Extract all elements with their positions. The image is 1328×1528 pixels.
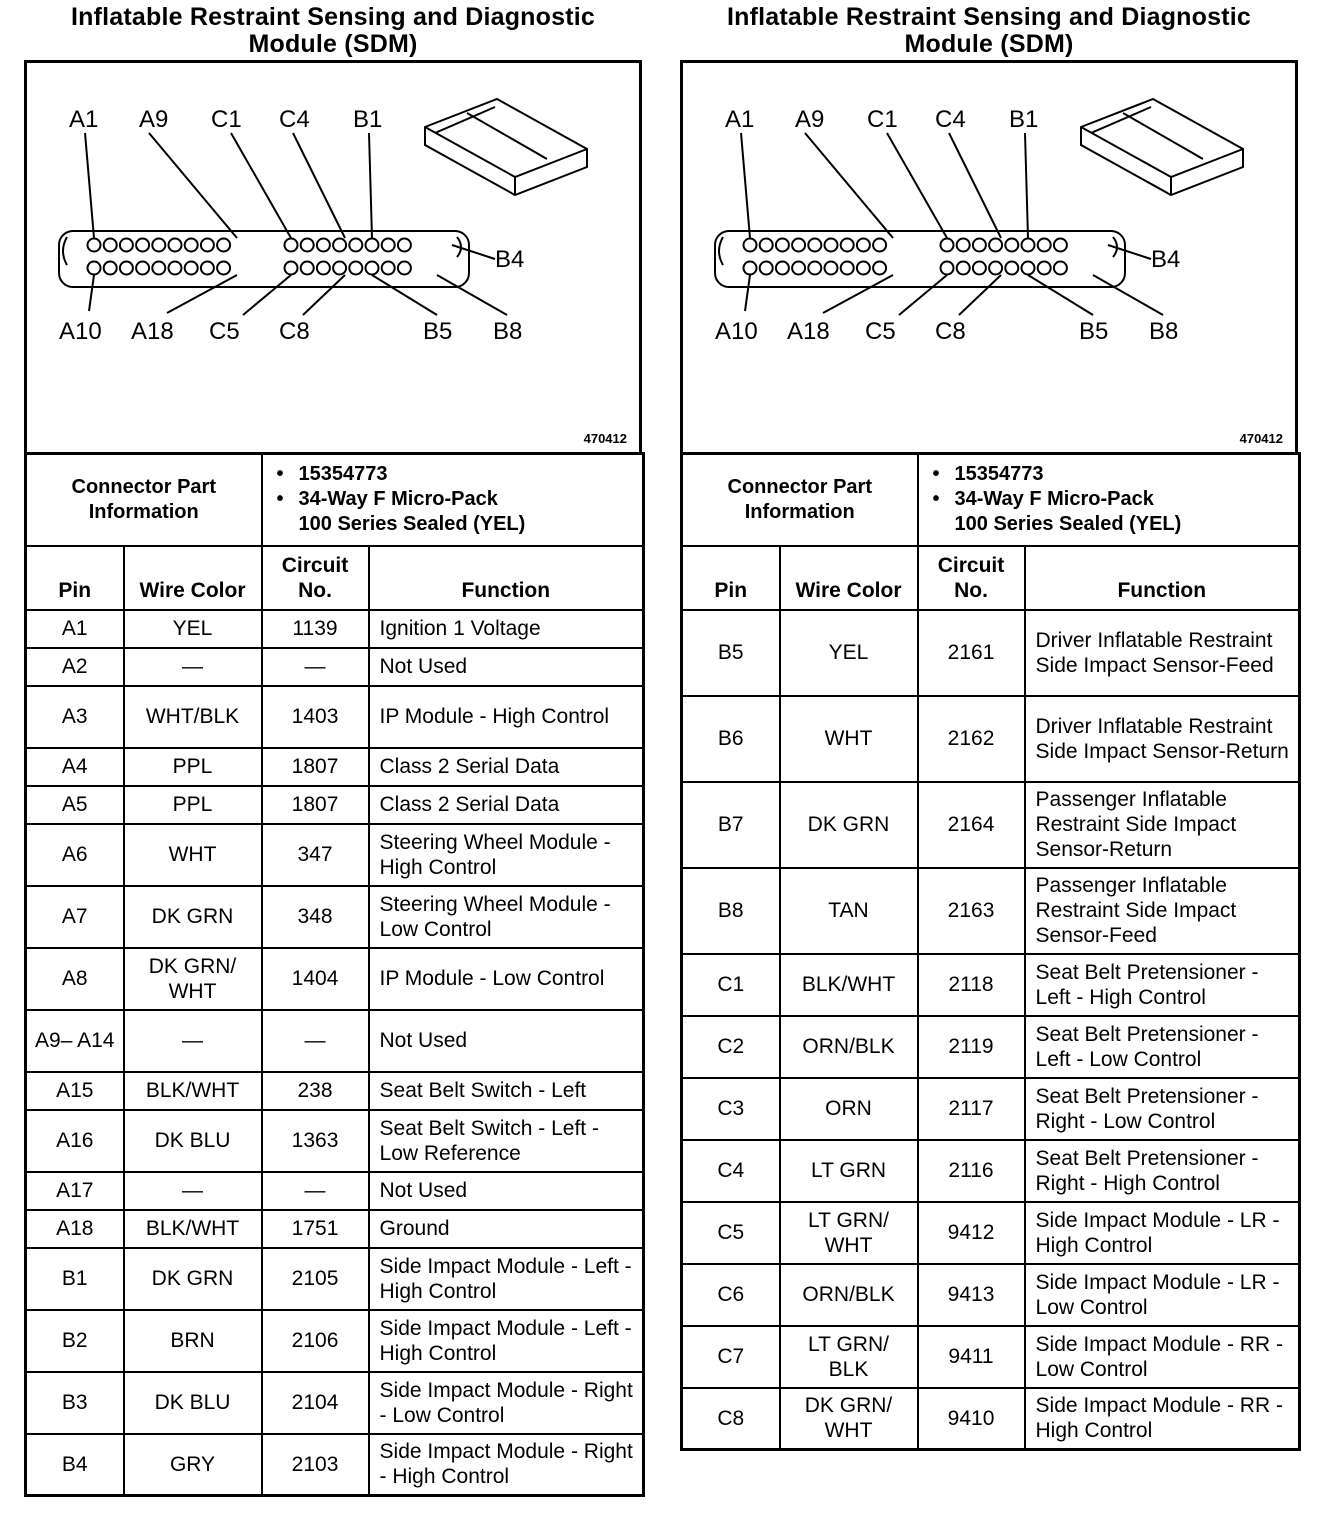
left-latch	[719, 237, 723, 265]
wire-color-cell: YEL	[780, 610, 918, 696]
pin-cell: A7	[26, 886, 124, 948]
leader-line	[823, 275, 893, 313]
pin-hole	[301, 262, 314, 275]
pin-hole	[1022, 262, 1035, 275]
wire-color-cell: PPL	[124, 748, 262, 786]
pin-label-a1: A1	[69, 106, 99, 133]
connector-info	[262, 454, 644, 546]
function-cell: Not Used	[369, 648, 644, 686]
pin-hole	[398, 239, 411, 252]
table-row	[682, 610, 1300, 696]
table-row	[26, 1434, 644, 1496]
wire-color-cell: GRY	[124, 1434, 262, 1496]
wire-color-cell: DK GRN	[124, 1248, 262, 1310]
circuit-cell: 1139	[262, 610, 369, 648]
pin-label-b8: B8	[1149, 318, 1179, 345]
pin-cell: C5	[682, 1202, 780, 1264]
right-connector-panel	[680, 0, 1298, 1451]
wire-color-cell: LT GRN	[780, 1140, 918, 1202]
connector-type: • 34-Way F Micro-Pack	[955, 487, 1289, 512]
table-row	[682, 1016, 1300, 1078]
connector-face-drawing	[683, 63, 1295, 449]
wire-color-cell: LT GRN/ WHT	[780, 1202, 918, 1264]
pin-label-b5: B5	[423, 318, 453, 345]
pin-cell: C3	[682, 1078, 780, 1140]
pin-hole	[398, 262, 411, 275]
pin-label-a18: A18	[787, 318, 830, 345]
wire-color-cell: TAN	[780, 868, 918, 954]
pin-hole	[841, 262, 854, 275]
pin-label-a1: A1	[725, 106, 755, 133]
panel-title: Inflatable Restraint Sensing and Diagnostic Module (SDM)	[727, 3, 1251, 58]
pin-hole	[1005, 239, 1018, 252]
header-pin: Pin	[26, 546, 124, 610]
circuit-cell: 1403	[262, 686, 369, 748]
circuit-cell: 9412	[918, 1202, 1025, 1264]
connector-sketch	[1081, 99, 1243, 195]
pin-cell: A1	[26, 610, 124, 648]
connector-sketch-detail	[435, 107, 547, 159]
pin-hole	[285, 239, 298, 252]
circuit-cell: 238	[262, 1072, 369, 1110]
function-cell: Seat Belt Pretensioner - Right - High Control	[1025, 1140, 1300, 1202]
wire-color-cell: DK GRN/ WHT	[780, 1388, 918, 1450]
wire-color-cell: YEL	[124, 610, 262, 648]
table-row	[26, 1310, 644, 1372]
pinout-table	[680, 452, 1301, 1451]
connector-sketch-edge	[1081, 127, 1243, 195]
table-row	[682, 696, 1300, 782]
connector-part-number: • 15354773	[299, 462, 633, 487]
pin-cell: A6	[26, 824, 124, 886]
table-row	[26, 610, 644, 648]
pin-hole	[185, 239, 198, 252]
pin-hole	[941, 239, 954, 252]
pin-cell: A2	[26, 648, 124, 686]
circuit-cell: —	[262, 648, 369, 686]
pin-hole	[857, 239, 870, 252]
wire-color-cell: DK BLU	[124, 1372, 262, 1434]
pin-label-a10: A10	[59, 318, 102, 345]
connector-sketch-detail	[1091, 107, 1203, 159]
function-cell: Side Impact Module - Left - High Control	[369, 1248, 644, 1310]
leader-line	[85, 133, 94, 238]
pin-label-c1: C1	[211, 106, 242, 133]
leader-line	[167, 275, 237, 313]
function-cell: Not Used	[369, 1172, 644, 1210]
pin-hole	[349, 262, 362, 275]
pin-label-b1: B1	[1009, 106, 1039, 133]
pin-hole	[1005, 262, 1018, 275]
header-wire-color: Wire Color	[780, 546, 918, 610]
table-row	[26, 886, 644, 948]
circuit-cell: 2105	[262, 1248, 369, 1310]
table-row	[682, 1140, 1300, 1202]
pin-hole	[989, 262, 1002, 275]
pin-hole	[825, 239, 838, 252]
pin-hole	[973, 239, 986, 252]
pin-label-b5: B5	[1079, 318, 1109, 345]
connector-part-number: • 15354773	[955, 462, 1289, 487]
pin-hole	[792, 262, 805, 275]
pin-hole	[1038, 239, 1051, 252]
pin-hole	[136, 262, 149, 275]
function-cell: Side Impact Module - RR - High Control	[1025, 1388, 1300, 1450]
pin-label-c4: C4	[935, 106, 966, 133]
leader-line	[89, 275, 94, 311]
pin-hole	[776, 239, 789, 252]
table-row	[682, 1388, 1300, 1450]
wire-color-cell: PPL	[124, 786, 262, 824]
pin-label-c5: C5	[865, 318, 896, 345]
pin-cell: B8	[682, 868, 780, 954]
pin-cell: A9– A14	[26, 1010, 124, 1072]
leader-line	[741, 133, 750, 238]
pin-cell: B5	[682, 610, 780, 696]
pin-label-c4: C4	[279, 106, 310, 133]
circuit-cell: 2103	[262, 1434, 369, 1496]
function-cell: Side Impact Module - LR - Low Control	[1025, 1264, 1300, 1326]
connector-diagram	[680, 60, 1298, 452]
pin-cell: A5	[26, 786, 124, 824]
leader-line	[369, 133, 372, 238]
circuit-cell: 1363	[262, 1110, 369, 1172]
pin-hole	[1054, 239, 1067, 252]
connector-face-drawing	[27, 63, 639, 449]
pin-hole	[366, 262, 379, 275]
pin-hole	[873, 262, 886, 275]
leader-line	[805, 133, 893, 238]
pin-cell: C8	[682, 1388, 780, 1450]
function-cell: Driver Inflatable Restraint Side Impact Sensor-Return	[1025, 696, 1300, 782]
pin-hole	[285, 262, 298, 275]
function-cell: Ignition 1 Voltage	[369, 610, 644, 648]
pin-hole	[1054, 262, 1067, 275]
pin-hole	[217, 262, 230, 275]
wire-color-cell: DK BLU	[124, 1110, 262, 1172]
leader-line	[293, 133, 345, 238]
circuit-cell: 2117	[918, 1078, 1025, 1140]
table-row	[26, 1172, 644, 1210]
pin-hole	[120, 239, 133, 252]
panel-title: Inflatable Restraint Sensing and Diagnostic Module (SDM)	[71, 3, 595, 58]
pin-label-c8: C8	[935, 318, 966, 345]
pin-hole	[301, 239, 314, 252]
pin-cell: C4	[682, 1140, 780, 1202]
leader-line	[243, 275, 291, 315]
wire-color-cell: ORN/BLK	[780, 1016, 918, 1078]
leader-line	[887, 133, 947, 238]
wire-color-cell: WHT	[124, 824, 262, 886]
table-row	[682, 1264, 1300, 1326]
function-cell: Seat Belt Pretensioner - Right - Low Control	[1025, 1078, 1300, 1140]
leader-line	[303, 275, 345, 315]
table-row	[682, 1326, 1300, 1388]
function-cell: Not Used	[369, 1010, 644, 1072]
header-function: Function	[369, 546, 644, 610]
wire-color-cell: DK GRN	[780, 782, 918, 868]
wire-color-cell: ORN/BLK	[780, 1264, 918, 1326]
pin-label-b4: B4	[495, 246, 525, 273]
pin-hole	[989, 239, 1002, 252]
pin-cell: B1	[26, 1248, 124, 1310]
pin-cell: C7	[682, 1326, 780, 1388]
pin-label-a10: A10	[715, 318, 758, 345]
wire-color-cell: WHT/BLK	[124, 686, 262, 748]
pin-cell: B4	[26, 1434, 124, 1496]
pin-hole	[841, 239, 854, 252]
table-row	[26, 1248, 644, 1310]
circuit-cell: 2161	[918, 610, 1025, 696]
table-row	[26, 824, 644, 886]
wire-color-cell: —	[124, 1172, 262, 1210]
header-wire-color: Wire Color	[124, 546, 262, 610]
function-cell: Side Impact Module - Left - High Control	[369, 1310, 644, 1372]
leader-line	[1025, 133, 1028, 238]
table-row	[26, 686, 644, 748]
connector-label: Connector Part Information	[26, 454, 262, 546]
circuit-cell: 2162	[918, 696, 1025, 782]
circuit-cell: 348	[262, 886, 369, 948]
leader-line	[149, 133, 237, 238]
circuit-cell: 2119	[918, 1016, 1025, 1078]
table-row	[26, 1072, 644, 1110]
pin-hole	[382, 262, 395, 275]
circuit-cell: 1404	[262, 948, 369, 1010]
table-row	[26, 1010, 644, 1072]
wire-color-cell: BLK/WHT	[124, 1072, 262, 1110]
pin-hole	[333, 262, 346, 275]
circuit-cell: 2106	[262, 1310, 369, 1372]
function-cell: Passenger Inflatable Restraint Side Impact Sensor-Feed	[1025, 868, 1300, 954]
pin-label-c5: C5	[209, 318, 240, 345]
pin-hole	[744, 239, 757, 252]
wire-color-cell: DK GRN/ WHT	[124, 948, 262, 1010]
leader-line	[745, 275, 750, 311]
wire-color-cell: —	[124, 648, 262, 686]
pin-hole	[152, 262, 165, 275]
pin-label-a9: A9	[139, 106, 169, 133]
circuit-cell: 9410	[918, 1388, 1025, 1450]
pin-hole	[760, 262, 773, 275]
table-row	[26, 1110, 644, 1172]
pin-cell: A16	[26, 1110, 124, 1172]
circuit-cell: 2118	[918, 954, 1025, 1016]
circuit-cell: —	[262, 1010, 369, 1072]
pin-hole	[152, 239, 165, 252]
connector-sketch	[425, 99, 587, 195]
function-cell: Class 2 Serial Data	[369, 748, 644, 786]
pin-hole	[973, 262, 986, 275]
circuit-cell: 2104	[262, 1372, 369, 1434]
function-cell: Seat Belt Switch - Left - Low Reference	[369, 1110, 644, 1172]
wire-color-cell: BLK/WHT	[780, 954, 918, 1016]
pin-cell: C6	[682, 1264, 780, 1326]
wire-color-cell: LT GRN/ BLK	[780, 1326, 918, 1388]
pin-label-b1: B1	[353, 106, 383, 133]
connector-info	[918, 454, 1300, 546]
table-row	[26, 1210, 644, 1248]
header-circuit: Circuit No.	[918, 546, 1025, 610]
pin-hole	[185, 262, 198, 275]
table-row	[682, 1202, 1300, 1264]
pin-cell: B2	[26, 1310, 124, 1372]
leader-line	[1108, 245, 1151, 259]
pin-hole	[88, 262, 101, 275]
pin-hole	[957, 239, 970, 252]
pin-hole	[120, 262, 133, 275]
pin-hole	[808, 262, 821, 275]
function-cell: Passenger Inflatable Restraint Side Impact Sensor-Return	[1025, 782, 1300, 868]
pin-label-a9: A9	[795, 106, 825, 133]
function-cell: IP Module - High Control	[369, 686, 644, 748]
wire-color-cell: —	[124, 1010, 262, 1072]
function-cell: Side Impact Module - RR - Low Control	[1025, 1326, 1300, 1388]
leader-line	[1028, 275, 1093, 315]
pin-hole	[808, 239, 821, 252]
leader-line	[959, 275, 1001, 315]
left-latch	[63, 237, 67, 265]
pin-cell: B3	[26, 1372, 124, 1434]
leader-line	[949, 133, 1001, 238]
pin-hole	[201, 262, 214, 275]
circuit-cell: 2163	[918, 868, 1025, 954]
pin-hole	[136, 239, 149, 252]
pin-hole	[857, 262, 870, 275]
table-row	[26, 1372, 644, 1434]
pin-hole	[957, 262, 970, 275]
connector-series: 100 Series Sealed (YEL)	[954, 513, 1182, 536]
leader-line	[452, 245, 495, 259]
leader-line	[899, 275, 947, 315]
header-circuit: Circuit No.	[262, 546, 369, 610]
pin-cell: A17	[26, 1172, 124, 1210]
function-cell: Ground	[369, 1210, 644, 1248]
circuit-cell: 1807	[262, 748, 369, 786]
table-row	[682, 1078, 1300, 1140]
pin-hole	[88, 239, 101, 252]
circuit-cell: 9413	[918, 1264, 1025, 1326]
function-cell: Class 2 Serial Data	[369, 786, 644, 824]
connector-type: • 34-Way F Micro-Pack	[299, 487, 633, 512]
pin-hole	[382, 239, 395, 252]
pin-label-b8: B8	[493, 318, 523, 345]
function-cell: IP Module - Low Control	[369, 948, 644, 1010]
pin-hole	[201, 239, 214, 252]
table-row	[26, 648, 644, 686]
pin-hole	[744, 262, 757, 275]
circuit-cell: 1751	[262, 1210, 369, 1248]
function-cell: Steering Wheel Module - High Control	[369, 824, 644, 886]
pin-label-b4: B4	[1151, 246, 1181, 273]
pin-hole	[825, 262, 838, 275]
pin-hole	[760, 239, 773, 252]
pin-hole	[317, 239, 330, 252]
pin-label-a18: A18	[131, 318, 174, 345]
pin-cell: A4	[26, 748, 124, 786]
pin-label-c1: C1	[867, 106, 898, 133]
pin-hole	[104, 239, 117, 252]
wire-color-cell: WHT	[780, 696, 918, 782]
leader-line	[1093, 275, 1163, 315]
function-cell: Side Impact Module - Right - High Control	[369, 1434, 644, 1496]
pin-hole	[349, 239, 362, 252]
table-row	[26, 786, 644, 824]
wire-color-cell: BRN	[124, 1310, 262, 1372]
function-cell: Seat Belt Pretensioner - Left - Low Control	[1025, 1016, 1300, 1078]
pin-hole	[169, 239, 182, 252]
circuit-cell: 2116	[918, 1140, 1025, 1202]
pin-cell: C1	[682, 954, 780, 1016]
leader-line	[231, 133, 291, 238]
connector-diagram	[24, 60, 642, 452]
circuit-cell: 1807	[262, 786, 369, 824]
pin-hole	[941, 262, 954, 275]
header-pin: Pin	[682, 546, 780, 610]
left-connector-panel	[24, 0, 642, 1497]
table-row	[682, 954, 1300, 1016]
circuit-cell: 347	[262, 824, 369, 886]
pin-hole	[104, 262, 117, 275]
pin-cell: B7	[682, 782, 780, 868]
function-cell: Driver Inflatable Restraint Side Impact Sensor-Feed	[1025, 610, 1300, 696]
function-cell: Side Impact Module - LR - High Control	[1025, 1202, 1300, 1264]
leader-line	[372, 275, 437, 315]
pin-hole	[1038, 262, 1051, 275]
pin-cell: C2	[682, 1016, 780, 1078]
pin-hole	[333, 239, 346, 252]
leader-line	[437, 275, 507, 315]
table-row	[26, 748, 644, 786]
pin-hole	[1022, 239, 1035, 252]
connector-label: Connector Part Information	[682, 454, 918, 546]
wire-color-cell: ORN	[780, 1078, 918, 1140]
pin-hole	[792, 239, 805, 252]
table-row	[26, 948, 644, 1010]
function-cell: Side Impact Module - Right - Low Control	[369, 1372, 644, 1434]
pin-cell: B6	[682, 696, 780, 782]
wire-color-cell: BLK/WHT	[124, 1210, 262, 1248]
connector-series: 100 Series Sealed (YEL)	[298, 513, 526, 536]
pin-hole	[169, 262, 182, 275]
pin-hole	[217, 239, 230, 252]
table-row	[682, 868, 1300, 954]
table-row	[682, 782, 1300, 868]
pin-label-c8: C8	[279, 318, 310, 345]
function-cell: Seat Belt Pretensioner - Left - High Control	[1025, 954, 1300, 1016]
connector-sketch-edge	[425, 127, 587, 195]
circuit-cell: 9411	[918, 1326, 1025, 1388]
pinout-table	[24, 452, 645, 1497]
pin-cell: A18	[26, 1210, 124, 1248]
pin-cell: A8	[26, 948, 124, 1010]
header-function: Function	[1025, 546, 1300, 610]
figure-number: 470412	[1239, 431, 1283, 446]
pin-hole	[873, 239, 886, 252]
figure-number: 470412	[583, 431, 627, 446]
function-cell: Seat Belt Switch - Left	[369, 1072, 644, 1110]
circuit-cell: 2164	[918, 782, 1025, 868]
pin-cell: A3	[26, 686, 124, 748]
function-cell: Steering Wheel Module - Low Control	[369, 886, 644, 948]
wire-color-cell: DK GRN	[124, 886, 262, 948]
circuit-cell: —	[262, 1172, 369, 1210]
pin-hole	[776, 262, 789, 275]
pin-hole	[317, 262, 330, 275]
pin-hole	[366, 239, 379, 252]
pin-cell: A15	[26, 1072, 124, 1110]
